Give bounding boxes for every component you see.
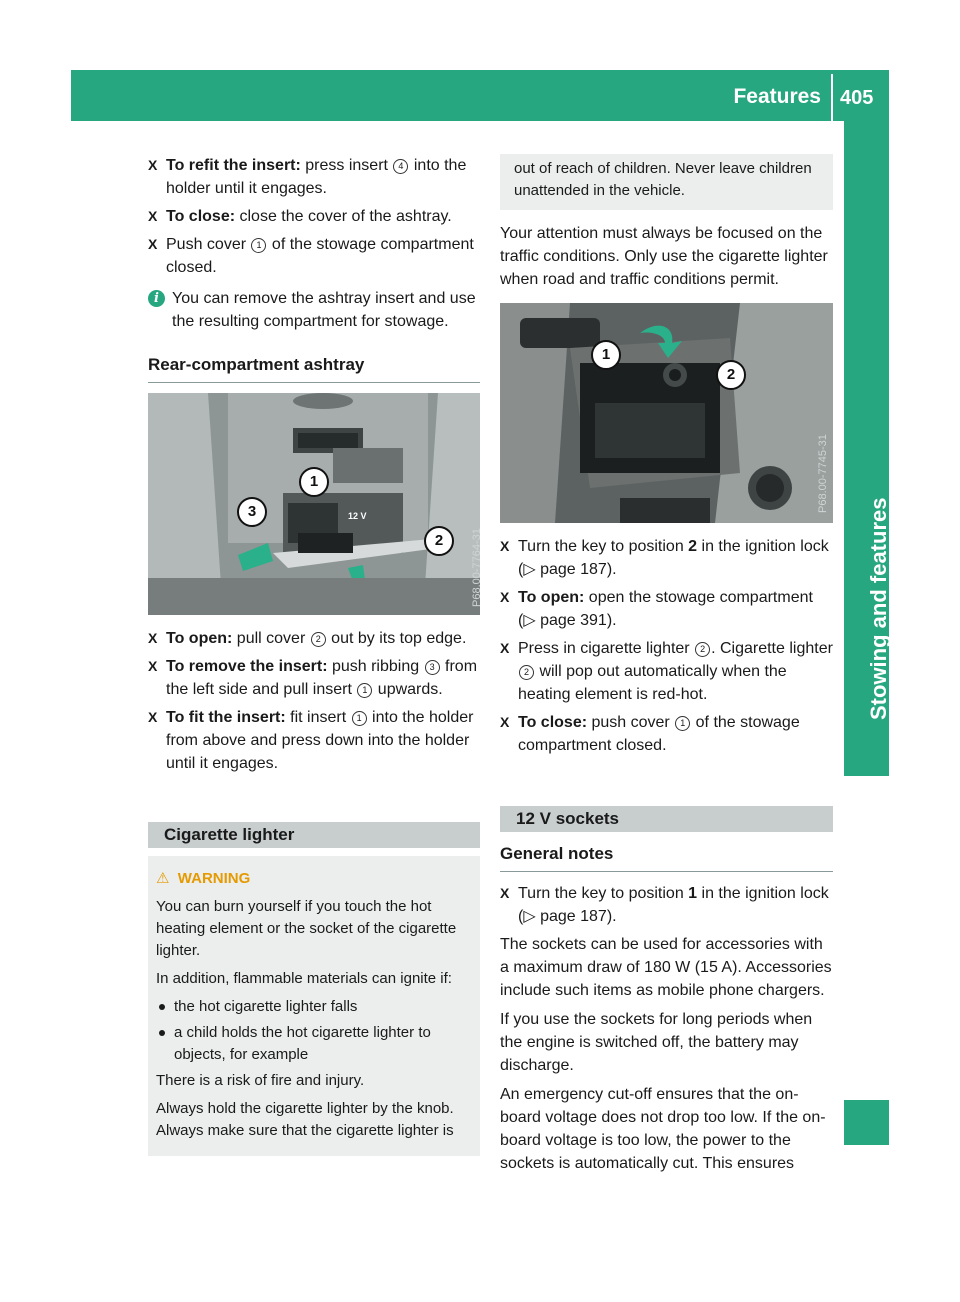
step-fit-insert: X To fit the insert: fit insert 1 into the holder from above and press down into the holder until it engages. [148,709,474,772]
warning-bullet: a child holds the hot cigarette lighter to objects, for example [156,1022,472,1066]
socket-label: 12 V [348,511,367,521]
left-column [148,154,483,1156]
paragraph: An emergency cut-off ensures that the on-board voltage does not drop too low. If the on-board voltage is too low, the power to the sockets is automatically cut. This ensures [500,1086,826,1172]
step-press-lighter: X Press in cigarette lighter 2 . Cigarette lighter 2 will pop out automatically when the heating element is red-hot. [500,640,833,703]
callout-2: 2 [716,360,746,390]
step-open-cover: X To open: pull cover 2 out by its top edge. [148,630,467,647]
step-push-cover: X Push cover 1 of the stowage compartment closed. [148,236,474,276]
step-remove-insert: X To remove the insert: push ribbing 3 from the left side and pull insert 1 upwards. [148,658,478,698]
general-notes-heading: General notes [500,844,614,863]
callout-ref: 1 [352,711,367,726]
callout-ref: 1 [675,716,690,731]
section-12v-sockets: 12 V sockets [500,806,833,832]
callout-ref: 2 [695,642,710,657]
callout-ref: 2 [519,665,534,680]
side-tab-label: Stowing and features [866,497,891,720]
callout-ref: 4 [393,159,408,174]
ashtray-illustration [148,393,480,615]
right-column [500,154,833,1181]
figure-code: P68.00-7745-31 [817,434,829,513]
callout-1: 1 [299,467,329,497]
side-tab-marker [844,1100,889,1145]
paragraph: The sockets can be used for accessories with a maximum draw of 180 W (15 A). Accessories include such items as mobile phone chargers. [500,936,832,999]
console-illustration [500,303,833,523]
callout-2: 2 [424,526,454,556]
info-note: i You can remove the ashtray insert and use the resulting compartment for stowage. [148,287,480,333]
callout-1: 1 [591,340,621,370]
warning-box: ⚠ WARNING You can burn yourself if you touch the hot heating element or the socket of the cigarette lighter. In addition, flammable materials can ignite if: the hot cigarette lighter falls a child holds the hot cigarette lighter to objects, for example There is a risk of fire and injury. Always hold the cigarette lighter by the knob. Always make sure that the cigarette lighter is [148,856,480,1156]
chapter-title: Features [733,85,821,108]
step-refit-insert: X To refit the insert: press insert 4 into the holder until it engages. [148,157,467,197]
step-turn-key-1: X Turn the key to position 1 in the ignition lock (▷ page 187). [500,885,829,925]
callout-3: 3 [237,497,267,527]
callout-ref: 3 [425,660,440,675]
heading-rule [500,871,833,872]
info-icon: i [148,290,165,307]
callout-ref: 1 [357,683,372,698]
ashtray-figure [148,393,483,615]
header-divider [831,74,833,121]
console-figure [500,303,833,523]
callout-ref: 1 [251,238,266,253]
step-turn-key: X Turn the key to position 2 in the ignition lock (▷ page 187). [500,538,829,578]
warning-bullet: the hot cigarette lighter falls [156,996,472,1018]
step-open-stowage: X To open: open the stowage compartment (▷ page 391). [500,589,813,629]
figure-code: P68.00-7764-31 [471,528,483,607]
warning-title: ⚠ WARNING [156,870,251,887]
section-cigarette-lighter: Cigarette lighter [148,822,480,848]
step-close-ashtray: X To close: close the cover of the ashtray. [148,208,452,225]
warning-box-continued: out of reach of children. Never leave children unattended in the vehicle. [500,154,833,210]
ashtray-heading: Rear-compartment ashtray [148,355,365,374]
heading-rule [148,382,480,383]
callout-ref: 2 [311,632,326,647]
warning-icon: ⚠ [156,870,170,887]
paragraph: If you use the sockets for long periods when the engine is switched off, the battery may discharge. [500,1011,813,1074]
attention-paragraph: Your attention must always be focused on the traffic conditions. Only use the cigarette lighter when road and traffic conditions permit. [500,225,828,288]
step-close-stowage: X To close: push cover 1 of the stowage compartment closed. [500,714,800,754]
page-number: 405 [840,87,874,109]
